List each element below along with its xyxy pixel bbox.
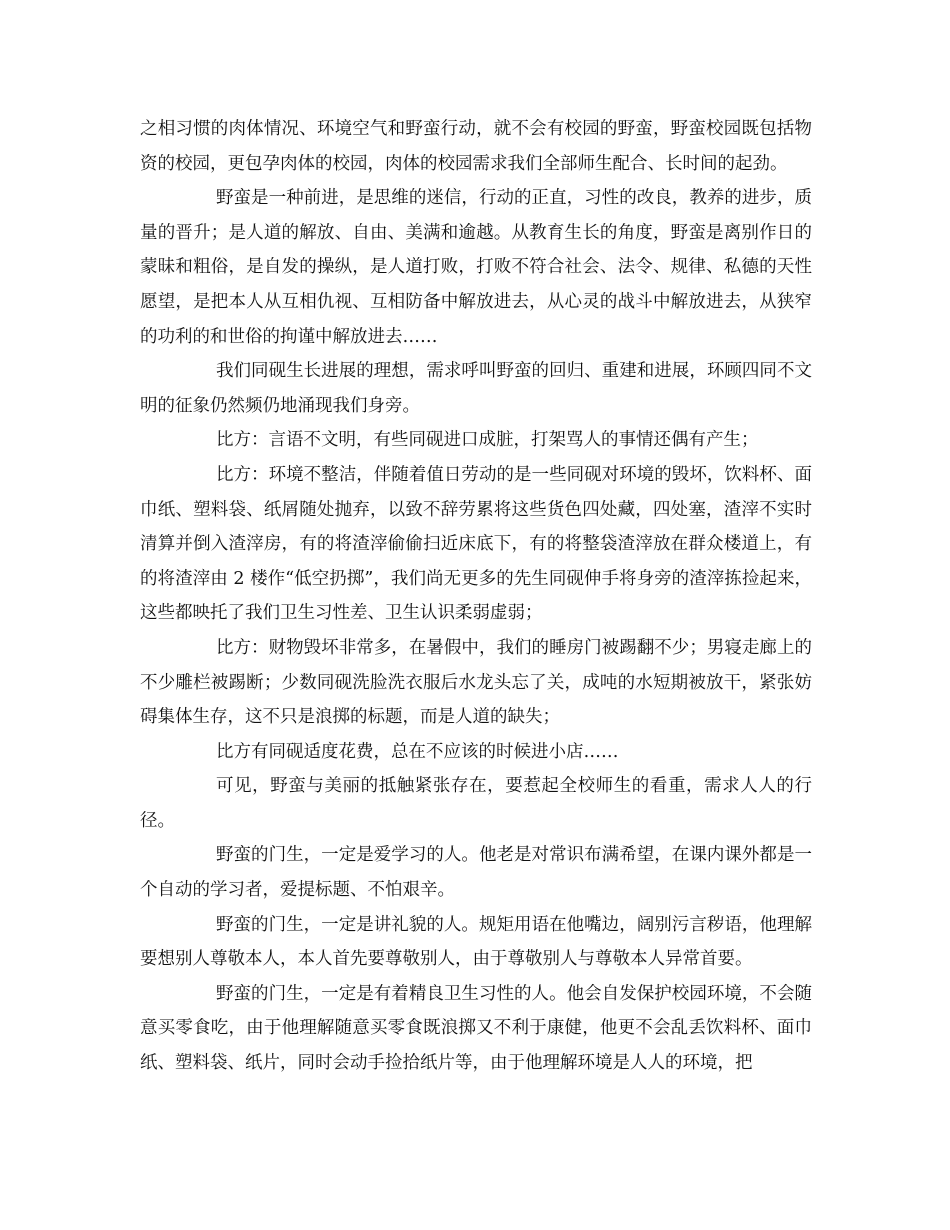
paragraph: 比方：环境不整洁，伴随着值日劳动的是一些同砚对环境的毁坏，饮料杯、面巾纸、塑料袋、纸屑随处抛弃，以致不辞劳累将这些货色四处藏，四处塞，渣滓不实时清算并倒入渣滓房，有的将渣滓偷偷扫近床底下，有的将整袋渣滓放在群众楼道上，有的将渣滓由 2 楼作“低空扔掷”，我们尚无更多的先生同砚伸手将身旁的渣滓拣捡起来，这些都映托了我们卫生习性差、卫生认识柔弱虚弱； <box>140 464 812 624</box>
paragraph: 比方有同砚适度花费，总在不应该的时候进小店…… <box>216 741 619 762</box>
paragraph: 野蛮是一种前进，是思维的迷信，行动的正直，习性的改良，教养的进步，质量的晋升；是人道的解放、自由、美满和逾越。从教育生长的角度，野蛮是离别作日的蒙昧和粗俗，是自发的操纵，是人道打败，打败不符合社会、法令、规律、私德的天性愿望，是把本人从互相仇视、互相防备中解放进去，从心灵的战斗中解放进去，从狭窄的功利的和世俗的拘谨中解放进去…… <box>140 188 812 347</box>
paragraph: 比方：言语不文明，有些同砚进口成脏，打架骂人的事情还偶有产生； <box>216 430 759 451</box>
paragraph: 我们同砚生长进展的理想，需求呼叫野蛮的回归、重建和进展，环顾四同不文明的征象仍然频仍地涌现我们身旁。 <box>140 361 812 416</box>
paragraph: 可见，野蛮与美丽的抵触紧张存在，要惹起全校师生的看重，需求人人的行径。 <box>140 776 812 831</box>
paragraph: 野蛮的门生，一定是爱学习的人。他老是对常识布满希望，在课内课外都是一个自动的学习者，爱提标题、不怕艰辛。 <box>140 845 812 901</box>
paragraph: 比方：财物毁坏非常多，在暑假中，我们的睡房门被踢翻不少；男寝走廊上的不少雕栏被踢断；少数同砚洗脸洗衣服后水龙头忘了关，成吨的水短期被放干，紧张妨碍集体生存，这不只是浪掷的标题，而是人道的缺失； <box>140 637 812 728</box>
paragraph: 野蛮的门生，一定是讲礼貌的人。规矩用语在他嘴边，阔别污言秽语，他理解要想别人尊敬本人，本人首先要尊敬别人，由于尊敬别人与尊敬本人异常首要。 <box>140 914 812 970</box>
paragraph: 野蛮的门生，一定是有着精良卫生习性的人。他会自发保护校园环境，不会随意买零食吃，由于他理解随意买零食既浪掷又不利于康健，他更不会乱丢饮料杯、面巾纸、塑料袋、纸片，同时会动手捡拾纸片等，由于他理解环境是人人的环境，把 <box>140 983 812 1074</box>
document-body <box>140 112 812 1081</box>
paragraph: 之相习惯的肉体情况、环境空气和野蛮行动，就不会有校园的野蛮，野蛮校园既包括物资的校园，更包孕肉体的校园，肉体的校园需求我们全部师生配合、长时间的起劲。 <box>140 119 812 174</box>
